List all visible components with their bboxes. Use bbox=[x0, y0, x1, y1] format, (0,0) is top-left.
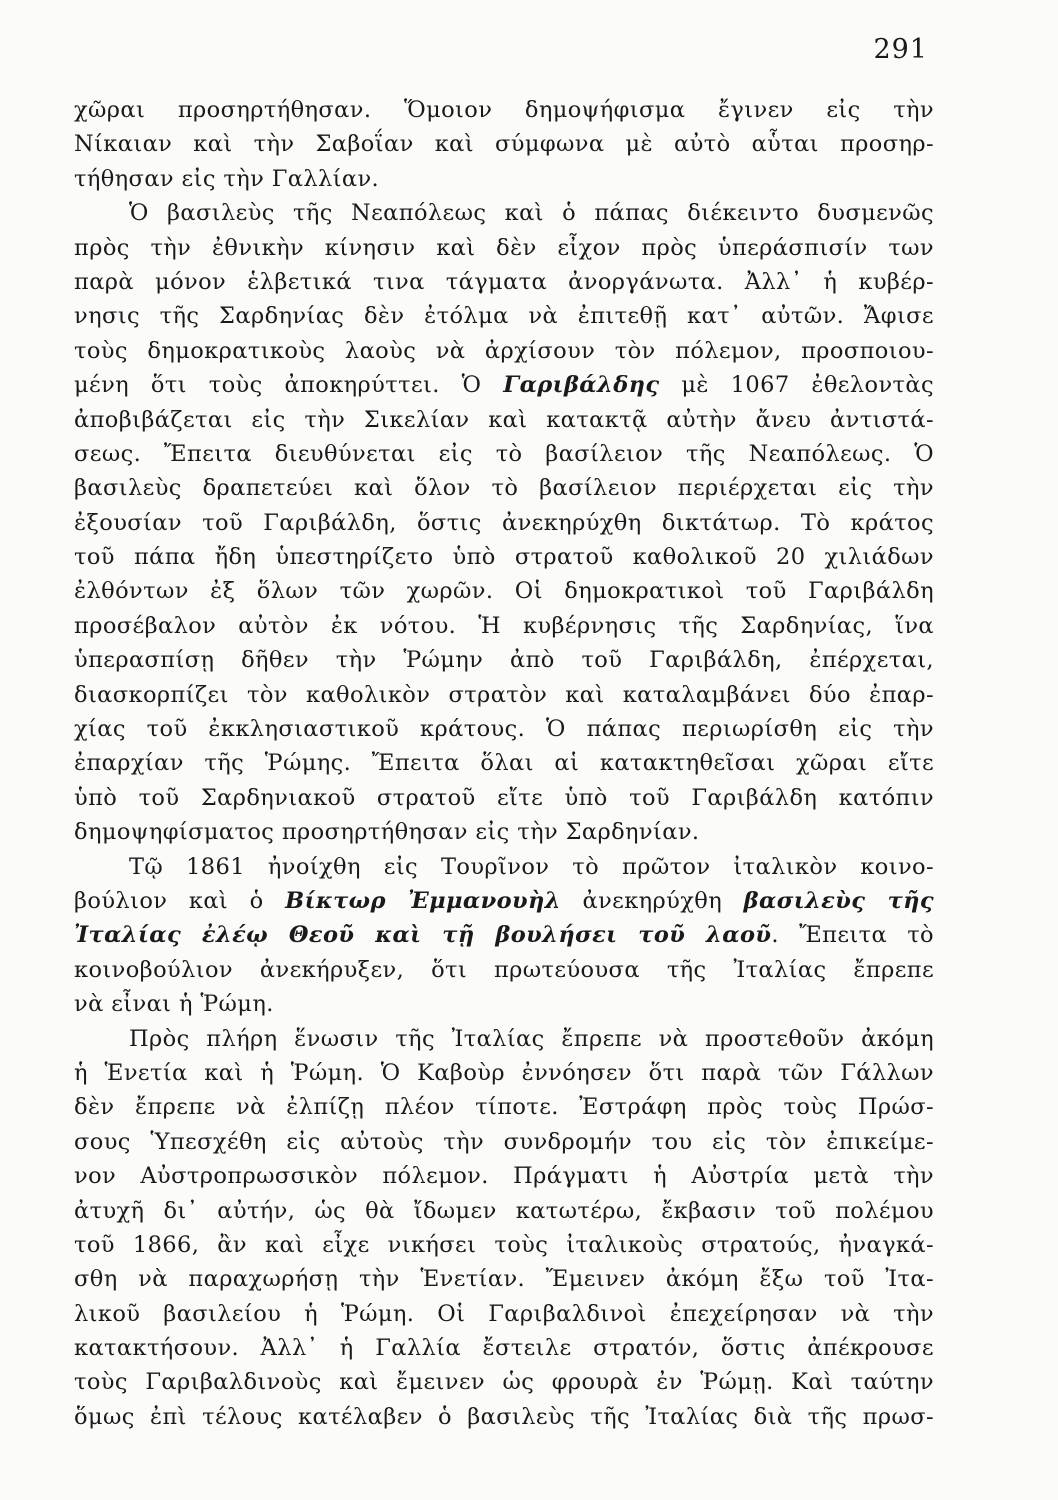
text-span: δὲν ἔπρεπε νὰ ἐλπίζῃ πλέον τίποτε. Ἐστράφη πρὸς τοὺς Πρώσ- bbox=[74, 1094, 934, 1121]
text-span: Πρὸς πλήρη ἕνωσιν τῆς Ἰταλίας ἔπρεπε νὰ προστεθοῦν ἀκόμη bbox=[129, 1025, 934, 1052]
text-line bbox=[74, 712, 934, 746]
text-span: ἀποβιβάζεται εἰς τὴν Σικελίαν καὶ κατακτᾷ αὐτὴν ἄνευ ἀντιστά- bbox=[74, 406, 934, 433]
text-line bbox=[74, 437, 934, 471]
text-span: ἡ Ἑνετία καὶ ἡ Ῥώμη. Ὁ Καβοὺρ ἐννόησεν ὅτι παρὰ τῶν Γάλλων bbox=[74, 1059, 934, 1086]
text-span: ἐξουσίαν τοῦ Γαριβάλδη, ὅστις ἀνεκηρύχθη δικτάτωρ. Τὸ κράτος bbox=[74, 509, 934, 536]
text-line bbox=[74, 299, 934, 333]
text-span: ἀνεκηρύχθη bbox=[560, 887, 744, 914]
text-span: σους Ὑπεσχέθη εἰς αὐτοὺς τὴν συνδρομήν του εἰς τὸν ἐπικείμε- bbox=[74, 1128, 934, 1155]
text-span: Νίκαιαν καὶ τὴν Σαβοΐαν καὶ σύμφωνα μὲ αὐτὸ αὗται προσηρ- bbox=[74, 131, 934, 158]
text-line bbox=[74, 93, 934, 127]
text-line bbox=[74, 403, 934, 437]
text-span: ὅμως ἐπὶ τέλους κατέλαβεν ὁ βασιλεὺς τῆς Ἰταλίας διὰ τῆς πρωσ- bbox=[74, 1403, 934, 1430]
text-line bbox=[74, 953, 934, 987]
text-span: Τῷ 1861 ἠνοίχθη εἰς Τουρῖνον τὸ πρῶτον ἰταλικὸν κοινο- bbox=[129, 853, 934, 880]
text-line bbox=[74, 1090, 934, 1124]
text-span: διασκορπίζει τὸν καθολικὸν στρατὸν καὶ καταλαμβάνει δύο ἐπαρ- bbox=[74, 681, 934, 708]
text-line bbox=[74, 1194, 934, 1228]
text-span: ἐπαρχίαν τῆς Ῥώμης. Ἔπειτα ὅλαι αἱ κατακτηθεῖσαι χῶραι εἴτε bbox=[74, 750, 934, 777]
text-span: κατακτήσουν. Ἀλλ᾿ ἡ Γαλλία ἔστειλε στρατόν, ὅστις ἀπέκρουσε bbox=[74, 1335, 934, 1362]
text-line bbox=[74, 1297, 934, 1331]
text-span: νησις τῆς Σαρδηνίας δὲν ἐτόλμα νὰ ἐπιτεθῇ κατ᾿ αὐτῶν. Ἄφισε bbox=[74, 303, 934, 330]
emphasized-text: Ἰταλίας ἐλέῳ Θεοῦ καὶ τῇ βουλήσει τοῦ λαοῦ bbox=[74, 922, 772, 949]
text-line bbox=[74, 884, 934, 918]
emphasized-text: Βίκτωρ Ἐμμανουὴλ bbox=[285, 887, 561, 914]
text-line bbox=[74, 1022, 934, 1056]
text-span: παρὰ μόνον ἑλβετικά τινα τάγματα ἀνοργάνωτα. Ἀλλ᾿ ἡ κυβέρ- bbox=[74, 268, 934, 295]
text-span: πρὸς τὴν ἐθνικὴν κίνησιν καὶ δὲν εἶχον πρὸς ὑπεράσπισίν των bbox=[74, 234, 934, 261]
emphasized-text: Γαριβάλδης bbox=[503, 372, 660, 399]
text-span: μὲ 1067 ἐθελοντὰς bbox=[659, 372, 934, 399]
text-line bbox=[74, 1056, 934, 1090]
text-line bbox=[74, 678, 934, 712]
text-line bbox=[74, 918, 934, 952]
text-line bbox=[74, 850, 934, 884]
text-span: τοῦ 1866, ἂν καὶ εἶχε νικήσει τοὺς ἰταλικοὺς στρατούς, ἠναγκά- bbox=[74, 1231, 934, 1258]
text-span: μένη ὅτι τοὺς ἀποκηρύττει. Ὁ bbox=[74, 372, 504, 399]
text-span: . Ἔπειτα τὸ bbox=[771, 922, 934, 949]
text-line bbox=[74, 1400, 934, 1434]
text-line bbox=[74, 334, 934, 368]
text-line bbox=[74, 231, 934, 265]
text-span: χῶραι προσηρτήθησαν. Ὅμοιον δημοψήφισμα ἔγινεν εἰς τὴν bbox=[74, 97, 934, 123]
text-span: τοῦ πάπα ἤδη ὑπεστηρίζετο ὑπὸ στρατοῦ καθολικοῦ 20 χιλιάδων bbox=[74, 544, 934, 571]
text-span: σεως. Ἔπειτα διευθύνεται εἰς τὸ βασίλειον τῆς Νεαπόλεως. Ὁ bbox=[74, 440, 934, 467]
text-line bbox=[74, 162, 934, 196]
text-span: σθη νὰ παραχωρήσῃ τὴν Ἑνετίαν. Ἔμεινεν ἀκόμη ἔξω τοῦ Ἰτα- bbox=[74, 1266, 934, 1293]
text-line bbox=[74, 815, 934, 849]
text-line bbox=[74, 540, 934, 574]
text-line bbox=[74, 987, 934, 1021]
text-span: νον Αὐστροπρωσσικὸν πόλεμον. Πράγματι ἡ Αὐστρία μετὰ τὴν bbox=[74, 1163, 934, 1190]
text-span: βασιλεὺς δραπετεύει καὶ ὅλον τὸ βασίλειον περιέρχεται εἰς τὴν bbox=[74, 475, 934, 502]
text-line bbox=[74, 746, 934, 780]
text-line bbox=[74, 1125, 934, 1159]
text-span: λικοῦ βασιλείου ἡ Ῥώμη. Οἱ Γαριβαλδινοὶ ἐπεχείρησαν νὰ τὴν bbox=[74, 1300, 934, 1327]
text-span: τοὺς δημοκρατικοὺς λαοὺς νὰ ἀρχίσουν τὸν πόλεμον, προσποιου- bbox=[74, 337, 934, 364]
page-number: 291 bbox=[873, 34, 928, 65]
text-span: βούλιον καὶ ὁ bbox=[74, 887, 286, 914]
text-line bbox=[74, 506, 934, 540]
text-line bbox=[74, 265, 934, 299]
text-span: νὰ εἶναι ἡ Ῥώμη. bbox=[74, 991, 274, 1018]
text-line bbox=[74, 609, 934, 643]
text-span: ἐλθόντων ἐξ ὅλων τῶν χωρῶν. Οἱ δημοκρατικοὶ τοῦ Γαριβάλδη bbox=[74, 578, 934, 605]
text-span: ὑπερασπίσῃ δῆθεν τὴν Ῥώμην ἀπὸ τοῦ Γαριβάλδη, ἐπέρχεται, bbox=[74, 647, 934, 674]
text-line bbox=[74, 643, 934, 677]
text-span: προσέβαλον αὐτὸν ἐκ νότου. Ἡ κυβέρνησις τῆς Σαρδηνίας, ἵνα bbox=[74, 612, 934, 639]
text-line bbox=[74, 1228, 934, 1262]
text-span: ἀτυχῆ δι᾿ αὐτήν, ὡς θὰ ἴδωμεν κατωτέρω, ἔκβασιν τοῦ πολέμου bbox=[74, 1197, 934, 1224]
text-line bbox=[74, 196, 934, 230]
text-line bbox=[74, 1159, 934, 1193]
text-span: τήθησαν εἰς τὴν Γαλλίαν. bbox=[74, 165, 380, 192]
text-line bbox=[74, 471, 934, 505]
text-span: τοὺς Γαριβαλδινοὺς καὶ ἔμεινεν ὡς φρουρὰ ἐν Ῥώμῃ. Καὶ ταύτην bbox=[74, 1369, 934, 1396]
text-line bbox=[74, 574, 934, 608]
text-line bbox=[74, 1331, 934, 1365]
text-line bbox=[74, 1365, 934, 1399]
emphasized-text: βασιλεὺς τῆς bbox=[743, 887, 934, 914]
body-text bbox=[74, 93, 934, 1434]
text-line bbox=[74, 781, 934, 815]
text-line bbox=[74, 127, 934, 161]
text-span: χίας τοῦ ἐκκλησιαστικοῦ κράτους. Ὁ πάπας περιωρίσθη εἰς τὴν bbox=[74, 716, 934, 743]
text-line bbox=[74, 368, 934, 402]
text-span: δημοψηφίσματος προσηρτήθησαν εἰς τὴν Σαρδηνίαν. bbox=[74, 819, 700, 846]
text-line bbox=[74, 1262, 934, 1296]
text-span: κοινοβούλιον ἀνεκήρυξεν, ὅτι πρωτεύουσα τῆς Ἰταλίας ἔπρεπε bbox=[74, 956, 934, 983]
text-span: Ὁ βασιλεὺς τῆς Νεαπόλεως καὶ ὁ πάπας διέκειντο δυσμενῶς bbox=[129, 200, 934, 227]
text-span: ὑπὸ τοῦ Σαρδηνιακοῦ στρατοῦ εἴτε ὑπὸ τοῦ Γαριβάλδη κατόπιν bbox=[74, 784, 934, 811]
